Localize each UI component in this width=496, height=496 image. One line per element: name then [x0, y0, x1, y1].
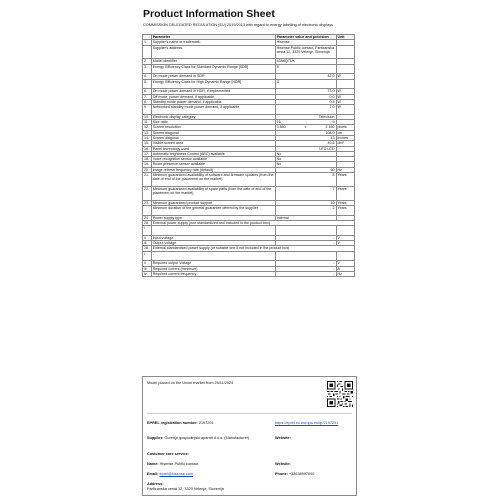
table-row: 1. Supplier's name or trademark. Hisense: [143, 40, 355, 45]
phone-label: Phone:: [275, 472, 288, 476]
name-label: Name:: [147, 462, 159, 466]
table-row: 2. Model identifier 43A6QTUK: [143, 59, 355, 64]
table-row: ii Required output Voltage - V: [143, 261, 355, 266]
header-parameter: Parameter: [151, 35, 275, 40]
parameter-table: [142, 34, 355, 277]
supplier-info-panel: [142, 376, 357, 496]
header-value: Parameter value and precision: [275, 35, 336, 40]
table-row: 8. Standby mode power demand, if applicable 0,5 W: [143, 99, 355, 104]
website2-label: Website:: [275, 462, 291, 466]
table-row: iii Required current (minimum) - A: [143, 266, 355, 271]
phone-value: +38638997000: [288, 472, 315, 476]
market-placement-text: Model placed on the Union market from 25/11/2024: [147, 381, 234, 385]
table-row: 11. Size ratio 16 : 9: [143, 120, 355, 125]
address-label: Address:: [147, 482, 164, 486]
table-row: 5. Energy Efficiency Class for High Dynamic Range [HDR] G: [143, 79, 355, 89]
header-unit: Unit: [336, 35, 355, 40]
table-row: 26. External standardised power supply (or suitable one if not included in the product box): [143, 246, 355, 251]
table-row: ii Input voltage - V: [143, 235, 355, 240]
table-row: Minimum duration of the general guarantee offered by the supplier 2 Years: [143, 206, 355, 216]
email-label: Email:: [147, 472, 159, 476]
table-row: 18. Voice recognition sensor available No: [143, 157, 355, 162]
table-row: 9. Networked standby mode power demand, if applicable 2,0 W: [143, 105, 355, 115]
table-row: 12. Screen resolution 3 840 x 2 160 pixels: [143, 125, 355, 130]
divider: [147, 413, 352, 414]
regulation-subtitle: COMMISSION DELEGATED REGULATION (EU) 2019/2013 with regard to energy labelling of electronic displays: [143, 23, 333, 27]
table-row: iii Output voltage - V: [143, 241, 355, 246]
table-row: 17. Automatic brightness Control (ABC) available No: [143, 151, 355, 156]
table-row: 25. External power supply (non standardized and included in the product box): [143, 220, 355, 225]
table-row: i -: [143, 251, 355, 261]
table-row: 20. Image refresh frequency rate (default) 60 Hz: [143, 167, 355, 172]
table-row: 7. Off mode, power demand, if applicable 0,0 W: [143, 94, 355, 99]
address-value: Partizanska cesta 12, 3320 Velenje, Slovenija: [147, 486, 224, 491]
table-row: 19. Room presence sensor available No: [143, 162, 355, 167]
customer-care-label: Customer care service:: [147, 452, 189, 456]
table-row: 3. Energy Efficiency Class for Standard Dynamic Range [SDR] E: [143, 64, 355, 74]
table-row: 6. On mode power demand in HDR, if implemented 73,0 W: [143, 89, 355, 94]
table-row: 14. Screen diagonal 43 inches: [143, 135, 355, 140]
table-row: 23. Minimum guaranteed product support 10 Years: [143, 200, 355, 205]
email-link[interactable]: eprel@hisense.com: [159, 472, 194, 476]
supplier-label: Supplier:: [147, 436, 164, 440]
name-value: Hisense-Public contact: [159, 462, 199, 466]
table-row: 24. Power supply type Internal: [143, 215, 355, 220]
website-label: Website:: [275, 436, 291, 440]
table-row: 22. Minimum guaranteed availability of spare parts (from the date of end of the placement on the market) 7 Years: [143, 186, 355, 200]
table-row: 21. Minimum guaranteed availability of software and firmware updates (from the date of end of the placement on the market) 8 Years: [143, 173, 355, 187]
eprel-link[interactable]: https://eprel.ec.europa.eu/qr/2197291: [275, 421, 339, 425]
qr-code-icon[interactable]: [327, 381, 353, 407]
table-row: 13. Screen diagonal 108,0 cm: [143, 130, 355, 135]
table-row: 10. Electronic display category Television: [143, 114, 355, 119]
eprel-value: 2197291: [198, 421, 214, 425]
table-row: Supplier's address. Hisense-Public contact, Partizanska cesta 12, 3320 Velenje, Slovenija: [143, 45, 355, 59]
table-row: 15. Visible screen area 49,6 dm²: [143, 141, 355, 146]
table-row: i: [143, 226, 355, 236]
eprel-label: EPREL registration number:: [147, 421, 198, 425]
table-row: 4. On mode power demand in SDR 42,0 W: [143, 74, 355, 79]
supplier-value: Gorenje gospodinjski aparati d.o.o. (Manufacturer): [164, 436, 250, 440]
page-title: Product Information Sheet: [143, 8, 275, 20]
table-row: iv Required current frequency - Hz: [143, 271, 355, 276]
table-row: 16. Panel technology used LED LCD: [143, 146, 355, 151]
product-information-sheet: [136, 0, 362, 496]
